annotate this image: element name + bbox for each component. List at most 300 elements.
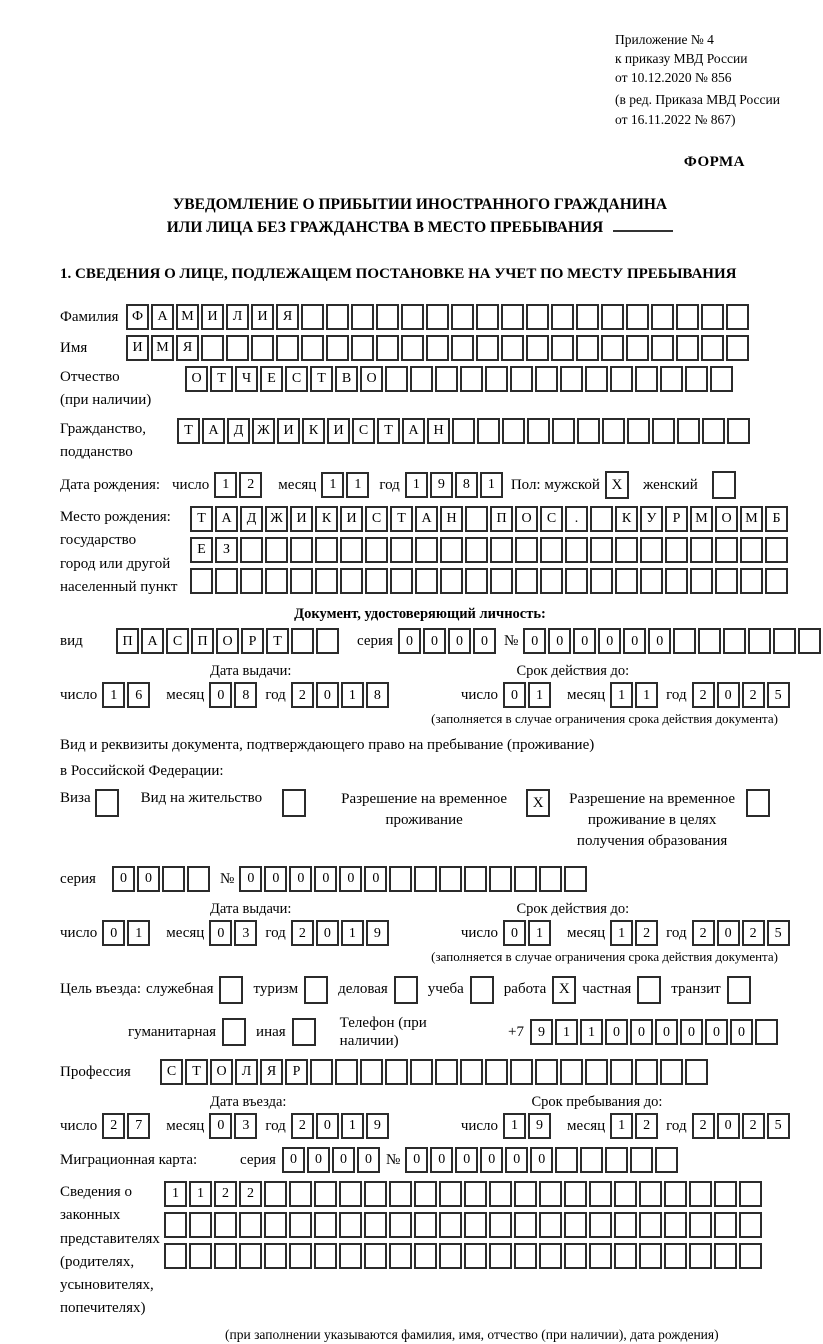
char-cell: [723, 628, 746, 654]
patronymic-cells: [185, 366, 735, 392]
char-cell: [701, 335, 724, 361]
entry-year-cells: [291, 1113, 391, 1139]
char-cell: [351, 304, 374, 330]
char-cell: [689, 1212, 712, 1238]
char-cell: [239, 1243, 262, 1269]
char-cell: 6: [127, 682, 150, 708]
char-cell: [527, 418, 550, 444]
char-cell: [187, 866, 210, 892]
char-cell: 0: [623, 628, 646, 654]
char-cell: [314, 1181, 337, 1207]
char-cell: 0: [455, 1147, 478, 1173]
char-cell: 9: [366, 1113, 389, 1139]
residence-valid-date: число 0 1 месяц 1 2 год 2 0 2 5: [461, 920, 792, 946]
residence-doc-intro2: в Российской Федерации:: [60, 763, 224, 780]
visit-purpose-line2: гуманитарная иная Телефон (при наличии) +7 9 1 1 0 0 0 0 0 0: [128, 1014, 780, 1052]
char-cell: 0: [357, 1147, 380, 1173]
char-cell: 2: [239, 1181, 262, 1207]
char-cell: [464, 1212, 487, 1238]
char-cell: [698, 628, 721, 654]
char-cell: З: [215, 537, 238, 563]
issue-day-cells: [102, 920, 152, 946]
visa-checkbox: [95, 789, 119, 817]
purpose-work-checkbox: X: [552, 976, 576, 1004]
char-cell: [239, 1212, 262, 1238]
birth-place-row1: [190, 506, 790, 532]
issue-year-cells: [291, 682, 391, 708]
char-cell: 2: [742, 1113, 765, 1139]
char-cell: П: [191, 628, 214, 654]
char-cell: [539, 1181, 562, 1207]
char-cell: [376, 304, 399, 330]
char-cell: [489, 1212, 512, 1238]
char-cell: 2: [239, 472, 262, 498]
char-cell: [326, 304, 349, 330]
char-cell: Ф: [126, 304, 149, 330]
char-cell: [490, 537, 513, 563]
char-cell: [465, 537, 488, 563]
char-cell: И: [340, 506, 363, 532]
char-cell: В: [335, 366, 358, 392]
char-cell: Т: [266, 628, 289, 654]
char-cell: 0: [730, 1019, 753, 1045]
representatives-row1: [164, 1181, 764, 1207]
char-cell: 1: [555, 1019, 578, 1045]
char-cell: И: [327, 418, 350, 444]
char-cell: [714, 1243, 737, 1269]
char-cell: [515, 568, 538, 594]
char-cell: 0: [282, 1147, 305, 1173]
char-cell: [651, 335, 674, 361]
seriya-label: серия: [240, 1151, 276, 1168]
valid-day-cells: [503, 682, 553, 708]
valid-month-cells: [610, 920, 660, 946]
char-cell: [601, 304, 624, 330]
char-cell: [614, 1181, 637, 1207]
char-cell: [589, 1181, 612, 1207]
identity-doc-date-headings: [60, 662, 780, 680]
char-cell: [265, 568, 288, 594]
char-cell: 1: [480, 472, 503, 498]
purpose-private-checkbox: [637, 976, 661, 1004]
char-cell: [555, 1147, 578, 1173]
char-cell: [755, 1019, 778, 1045]
char-cell: 0: [112, 866, 135, 892]
appendix-line: Приложение № 4: [615, 32, 714, 47]
char-cell: О: [185, 366, 208, 392]
char-cell: А: [202, 418, 225, 444]
char-cell: Т: [210, 366, 233, 392]
char-cell: .: [565, 506, 588, 532]
purpose-commercial-checkbox: [394, 976, 418, 1004]
char-cell: [710, 366, 733, 392]
patronymic-label: Отчество (при наличии): [60, 369, 152, 409]
valid-year-cells: [692, 682, 792, 708]
char-cell: [385, 1059, 408, 1085]
char-cell: [615, 537, 638, 563]
char-cell: Т: [377, 418, 400, 444]
char-cell: [265, 537, 288, 563]
char-cell: 0: [598, 628, 621, 654]
char-cell: [739, 1212, 762, 1238]
char-cell: [665, 568, 688, 594]
residence-number-cells: [239, 866, 589, 892]
char-cell: [385, 366, 408, 392]
char-cell: [702, 418, 725, 444]
option-visa: Виза: [60, 789, 119, 817]
char-cell: [240, 537, 263, 563]
char-cell: [689, 1243, 712, 1269]
char-cell: Я: [260, 1059, 283, 1085]
surname-cells: [126, 304, 751, 330]
char-cell: [464, 1243, 487, 1269]
field-representatives: [60, 1181, 780, 1321]
char-cell: [460, 1059, 483, 1085]
char-cell: [401, 304, 424, 330]
char-cell: [510, 1059, 533, 1085]
char-cell: [739, 1243, 762, 1269]
char-cell: [564, 1212, 587, 1238]
char-cell: [540, 568, 563, 594]
char-cell: 0: [523, 628, 546, 654]
char-cell: [389, 866, 412, 892]
char-cell: Т: [185, 1059, 208, 1085]
char-cell: И: [277, 418, 300, 444]
char-cell: [485, 366, 508, 392]
char-cell: [290, 568, 313, 594]
entry-month-cells: [209, 1113, 259, 1139]
appendix-note: [615, 30, 780, 129]
char-cell: [452, 418, 475, 444]
char-cell: [390, 537, 413, 563]
char-cell: [798, 628, 821, 654]
char-cell: М: [690, 506, 713, 532]
char-cell: [765, 568, 788, 594]
char-cell: 8: [366, 682, 389, 708]
char-cell: [340, 568, 363, 594]
char-cell: 2: [102, 1113, 125, 1139]
char-cell: 0: [503, 920, 526, 946]
option-temp-residence-edu: Разрешение на временное проживание в целях получения образования: [566, 789, 770, 852]
issue-year-cells: [291, 920, 391, 946]
issue-month-cells: [209, 920, 259, 946]
char-cell: 0: [209, 920, 232, 946]
identity-number-cells: [523, 628, 823, 654]
char-cell: 8: [455, 472, 478, 498]
char-cell: [339, 1243, 362, 1269]
char-cell: А: [402, 418, 425, 444]
char-cell: 2: [692, 920, 715, 946]
char-cell: [626, 304, 649, 330]
stay-until-date: число 1 9 месяц 1 2 год 2 0 2 5: [461, 1113, 792, 1139]
field-birth-date: [60, 471, 780, 499]
char-cell: [389, 1212, 412, 1238]
char-cell: [589, 1243, 612, 1269]
char-cell: 1: [102, 682, 125, 708]
char-cell: [501, 335, 524, 361]
identity-vid-cells: [116, 628, 341, 654]
char-cell: [676, 335, 699, 361]
char-cell: [435, 366, 458, 392]
char-cell: [526, 335, 549, 361]
char-cell: 1: [321, 472, 344, 498]
issue-date-heading: Дата выдачи:: [210, 663, 292, 680]
char-cell: [615, 568, 638, 594]
char-cell: [164, 1212, 187, 1238]
month-label: месяц: [278, 476, 317, 493]
char-cell: [376, 335, 399, 361]
char-cell: [605, 1147, 628, 1173]
char-cell: К: [615, 506, 638, 532]
char-cell: [365, 568, 388, 594]
char-cell: Я: [176, 335, 199, 361]
char-cell: [439, 1212, 462, 1238]
identity-doc-heading: Документ, удостоверяющий личность:: [294, 606, 546, 623]
birth-day-cells: [214, 472, 264, 498]
phone-cells: [530, 1019, 780, 1045]
char-cell: [610, 1059, 633, 1085]
visit-purpose-line1: Цель въезда: служебная туризм деловая учеба работа X частная транзит: [60, 976, 780, 1004]
char-cell: Л: [226, 304, 249, 330]
option-residence-permit: Вид на жительство: [141, 789, 306, 817]
char-cell: [502, 418, 525, 444]
char-cell: Ч: [235, 366, 258, 392]
entry-date-headings: [60, 1093, 780, 1111]
char-cell: 2: [291, 920, 314, 946]
char-cell: С: [285, 366, 308, 392]
char-cell: 1: [346, 472, 369, 498]
char-cell: И: [201, 304, 224, 330]
representatives-cells: [164, 1181, 764, 1274]
char-cell: [565, 568, 588, 594]
char-cell: [364, 1212, 387, 1238]
char-cell: 0: [605, 1019, 628, 1045]
char-cell: Н: [427, 418, 450, 444]
char-cell: [685, 1059, 708, 1085]
profession-label: Профессия: [60, 1063, 131, 1080]
char-cell: 2: [692, 1113, 715, 1139]
char-cell: О: [360, 366, 383, 392]
birth-place-row3: [190, 568, 790, 594]
sex-male-checkbox: X: [605, 471, 629, 499]
char-cell: [773, 628, 796, 654]
purpose-tourism-checkbox: [304, 976, 328, 1004]
char-cell: [201, 335, 224, 361]
char-cell: [655, 1147, 678, 1173]
char-cell: 0: [530, 1147, 553, 1173]
char-cell: [289, 1181, 312, 1207]
char-cell: К: [302, 418, 325, 444]
citizenship-cells: [177, 418, 752, 444]
char-cell: [489, 1243, 512, 1269]
char-cell: О: [715, 506, 738, 532]
char-cell: [639, 1212, 662, 1238]
char-cell: [585, 1059, 608, 1085]
char-cell: [590, 537, 613, 563]
birth-year-cells: [405, 472, 505, 498]
birth-place-label: Место рождения: государство город или другой населенный пункт: [60, 509, 178, 595]
day-label: число: [172, 476, 210, 493]
char-cell: 8: [234, 682, 257, 708]
char-cell: [564, 1181, 587, 1207]
valid-until-heading: Срок действия до:: [516, 663, 630, 680]
purpose-business-checkbox: [219, 976, 243, 1004]
char-cell: 5: [767, 1113, 790, 1139]
char-cell: [515, 537, 538, 563]
char-cell: 0: [648, 628, 671, 654]
char-cell: С: [160, 1059, 183, 1085]
char-cell: [351, 335, 374, 361]
char-cell: [414, 866, 437, 892]
char-cell: 0: [573, 628, 596, 654]
birth-date-label: Дата рождения:: [60, 476, 161, 493]
char-cell: 0: [307, 1147, 330, 1173]
limit-note: (заполняется в случае ограничения срока действия документа): [431, 711, 778, 727]
char-cell: 0: [137, 866, 160, 892]
char-cell: [476, 304, 499, 330]
char-cell: [589, 1212, 612, 1238]
char-cell: 0: [448, 628, 471, 654]
char-cell: М: [176, 304, 199, 330]
field-citizenship: [60, 418, 780, 465]
char-cell: [585, 366, 608, 392]
stay-day-cells: [503, 1113, 553, 1139]
char-cell: 1: [164, 1181, 187, 1207]
entry-day-cells: [102, 1113, 152, 1139]
char-cell: [664, 1212, 687, 1238]
char-cell: 0: [548, 628, 571, 654]
char-cell: [390, 568, 413, 594]
char-cell: [214, 1243, 237, 1269]
char-cell: [640, 537, 663, 563]
char-cell: [714, 1181, 737, 1207]
number-label: №: [220, 870, 235, 887]
char-cell: [610, 366, 633, 392]
char-cell: [551, 335, 574, 361]
field-profession: [60, 1059, 780, 1085]
sex-female-checkbox: [712, 471, 736, 499]
char-cell: [289, 1212, 312, 1238]
char-cell: [630, 1147, 653, 1173]
char-cell: [690, 568, 713, 594]
char-cell: [639, 1181, 662, 1207]
char-cell: [635, 1059, 658, 1085]
char-cell: 0: [209, 1113, 232, 1139]
char-cell: Д: [227, 418, 250, 444]
char-cell: [726, 304, 749, 330]
char-cell: Я: [276, 304, 299, 330]
char-cell: 1: [610, 1113, 633, 1139]
char-cell: [316, 628, 339, 654]
char-cell: 2: [635, 1113, 658, 1139]
char-cell: [601, 335, 624, 361]
char-cell: А: [151, 304, 174, 330]
appendix-line: от 16.11.2022 № 867): [615, 111, 736, 127]
char-cell: 9: [528, 1113, 551, 1139]
migration-card-label: Миграционная карта:: [60, 1151, 198, 1168]
char-cell: 1: [341, 682, 364, 708]
char-cell: [251, 335, 274, 361]
char-cell: Т: [310, 366, 333, 392]
char-cell: 1: [214, 472, 237, 498]
char-cell: [315, 568, 338, 594]
char-cell: 1: [528, 682, 551, 708]
form-title-line2: ИЛИ ЛИЦА БЕЗ ГРАЖДАНСТВА В МЕСТО ПРЕБЫВАНИЯ: [60, 216, 780, 239]
char-cell: 0: [316, 920, 339, 946]
form-title: [60, 194, 780, 240]
char-cell: Р: [665, 506, 688, 532]
char-cell: У: [640, 506, 663, 532]
char-cell: [690, 537, 713, 563]
char-cell: 0: [705, 1019, 728, 1045]
char-cell: [364, 1243, 387, 1269]
name-label: Имя: [60, 339, 88, 356]
char-cell: [689, 1181, 712, 1207]
char-cell: 9: [530, 1019, 553, 1045]
representatives-label: Сведения о законных представителях (родителях, усыновителях, попечителях): [60, 1184, 160, 1317]
form-title-line1: УВЕДОМЛЕНИЕ О ПРИБЫТИИ ИНОСТРАННОГО ГРАЖДАНИНА: [172, 195, 668, 213]
char-cell: [665, 537, 688, 563]
representatives-row2: [164, 1212, 764, 1238]
char-cell: [389, 1181, 412, 1207]
char-cell: Е: [190, 537, 213, 563]
char-cell: [451, 304, 474, 330]
char-cell: [439, 1181, 462, 1207]
char-cell: 1: [528, 920, 551, 946]
field-migration-card: [60, 1147, 780, 1173]
char-cell: 0: [314, 866, 337, 892]
char-cell: [564, 866, 587, 892]
number-label: №: [503, 632, 519, 649]
title-underline: [613, 216, 673, 232]
valid-until-heading: Срок действия до:: [516, 901, 630, 918]
field-patronymic: [60, 366, 780, 413]
residence-permit-checkbox: [282, 789, 306, 817]
citizenship-label: Гражданство, подданство: [60, 420, 147, 460]
char-cell: [440, 568, 463, 594]
char-cell: Р: [241, 628, 264, 654]
char-cell: [726, 335, 749, 361]
char-cell: [485, 1059, 508, 1085]
char-cell: О: [515, 506, 538, 532]
char-cell: [389, 1243, 412, 1269]
char-cell: [162, 866, 185, 892]
seriya-label: серия: [357, 632, 393, 649]
char-cell: [264, 1181, 287, 1207]
char-cell: [314, 1243, 337, 1269]
char-cell: [426, 304, 449, 330]
char-cell: [310, 1059, 333, 1085]
representatives-row3: [164, 1243, 764, 1269]
char-cell: 0: [102, 920, 125, 946]
char-cell: [190, 568, 213, 594]
char-cell: К: [315, 506, 338, 532]
char-cell: 1: [189, 1181, 212, 1207]
char-cell: [664, 1243, 687, 1269]
char-cell: 0: [364, 866, 387, 892]
temp-residence-checkbox: X: [526, 789, 550, 817]
birth-place-cells: [190, 506, 790, 599]
char-cell: [365, 537, 388, 563]
char-cell: [677, 418, 700, 444]
char-cell: [291, 628, 314, 654]
char-cell: 0: [239, 866, 262, 892]
residence-doc-dates: [60, 920, 780, 946]
char-cell: 0: [423, 628, 446, 654]
char-cell: Р: [285, 1059, 308, 1085]
char-cell: [576, 335, 599, 361]
char-cell: [660, 366, 683, 392]
